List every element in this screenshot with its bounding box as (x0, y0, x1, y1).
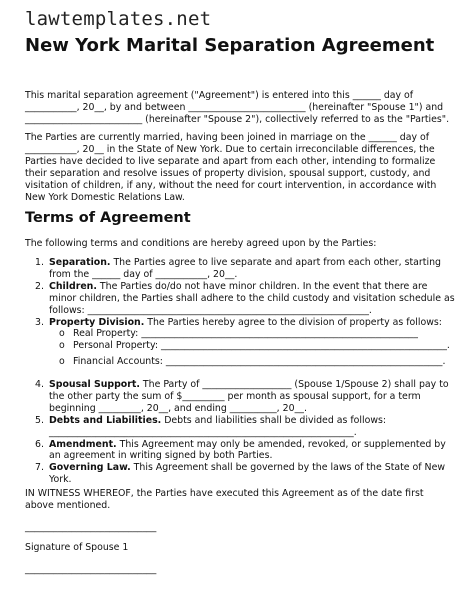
term-heading: Separation. (49, 257, 111, 268)
terms-heading: Terms of Agreement (25, 210, 191, 226)
terms-intro: The following terms and conditions are hereby agreed upon by the Parties: (25, 238, 377, 249)
property-line: ___________________________________________________________. (162, 355, 446, 367)
term-number: 4. (35, 379, 44, 390)
term-heading: Debts and Liabilities. (49, 414, 162, 426)
term-item (25, 439, 455, 463)
intro-paragraph: This marital separation agreement ("Agreement") is entered into this ______ day of ___________, 20__, by and between _________________________ (hereinafter "Spouse 1") and _________________________ (hereinafter "Spouse 2"), collectively referred to as the "Parties". (25, 90, 450, 125)
term-number: 5. (35, 414, 44, 426)
term-item (25, 415, 455, 439)
term-item (25, 317, 455, 329)
bullet-icon: o (59, 355, 65, 367)
term-heading: Amendment. (49, 438, 117, 450)
term-text: The Party of ___________________ (Spouse 1/Spouse 2) shall pay to the other party the sum of $_________ per month as spousal support, for a term beginning _________, 20__, and ending __________, 20__. (49, 379, 449, 414)
witness-paragraph: IN WITNESS WHEREOF, the Parties have executed this Agreement as of the date first above mentioned. (25, 488, 424, 511)
term-heading: Property Division. (49, 316, 145, 328)
term-text: This Agreement shall be governed by the laws of the State of New York. (49, 462, 446, 486)
property-item (25, 356, 455, 368)
term-number: 3. (35, 316, 44, 328)
term-heading: Spousal Support. (49, 379, 140, 390)
term-number: 7. (35, 462, 44, 474)
watermark: lawtemplates.net (25, 8, 212, 30)
signature-line-2: ____________________________ (25, 564, 157, 575)
term-heading: Children. (49, 280, 97, 292)
bullet-icon: o (59, 328, 65, 339)
document-title: New York Marital Separation Agreement (25, 35, 435, 56)
background-paragraph: The Parties are currently married, having been joined in marriage on the ______ day of ___________, 20__ in the State of New York. Due to certain irreconcilable differences, the Parties have decided to live separate and apart from each other, intending to formalize their separation and resolve issues of property division, spousal support, custody, and visitation of children, if any, without the need for court intervention, in accordance with New York Domestic Relations Law. (25, 132, 437, 203)
term-item (25, 281, 455, 317)
term-text: The Parties agree to live separate and apart from each other, starting from the ______ day of ___________, 20__. (49, 257, 441, 280)
property-label: Personal Property: (73, 339, 158, 351)
property-item (25, 328, 455, 340)
property-label: Real Property: (73, 328, 139, 339)
term-item (25, 462, 455, 486)
term-text: The Parties hereby agree to the division of property as follows: (144, 316, 442, 328)
terms-list (25, 257, 455, 328)
term-text: Debts and liabilities shall be divided as follows: _________________________________________________________________. (49, 414, 387, 438)
term-item (25, 257, 455, 281)
property-label: Financial Accounts: (73, 355, 163, 367)
term-heading: Governing Law. (49, 462, 131, 474)
term-text: The Parties do/do not have minor children. In the event that there are minor children, the Parties shall adhere to the child custody and visitation schedule as follows: ____________________________________________________________. (49, 280, 455, 316)
signature-label-1: Signature of Spouse 1 (25, 542, 129, 553)
term-number: 2. (35, 280, 44, 292)
terms-list-continued (25, 379, 455, 486)
property-item (25, 340, 455, 352)
signature-line-1: ____________________________ (25, 522, 157, 533)
property-list (25, 328, 455, 368)
term-number: 6. (35, 438, 44, 450)
property-line: _____________________________________________________________. (157, 339, 450, 351)
term-number: 1. (35, 257, 44, 268)
bullet-icon: o (59, 339, 65, 351)
term-item (25, 379, 455, 415)
property-line: ___________________________________________________________ (138, 328, 418, 339)
term-text: This Agreement may only be amended, revoked, or supplemented by an agreement in writing signed by both Parties. (49, 438, 446, 462)
